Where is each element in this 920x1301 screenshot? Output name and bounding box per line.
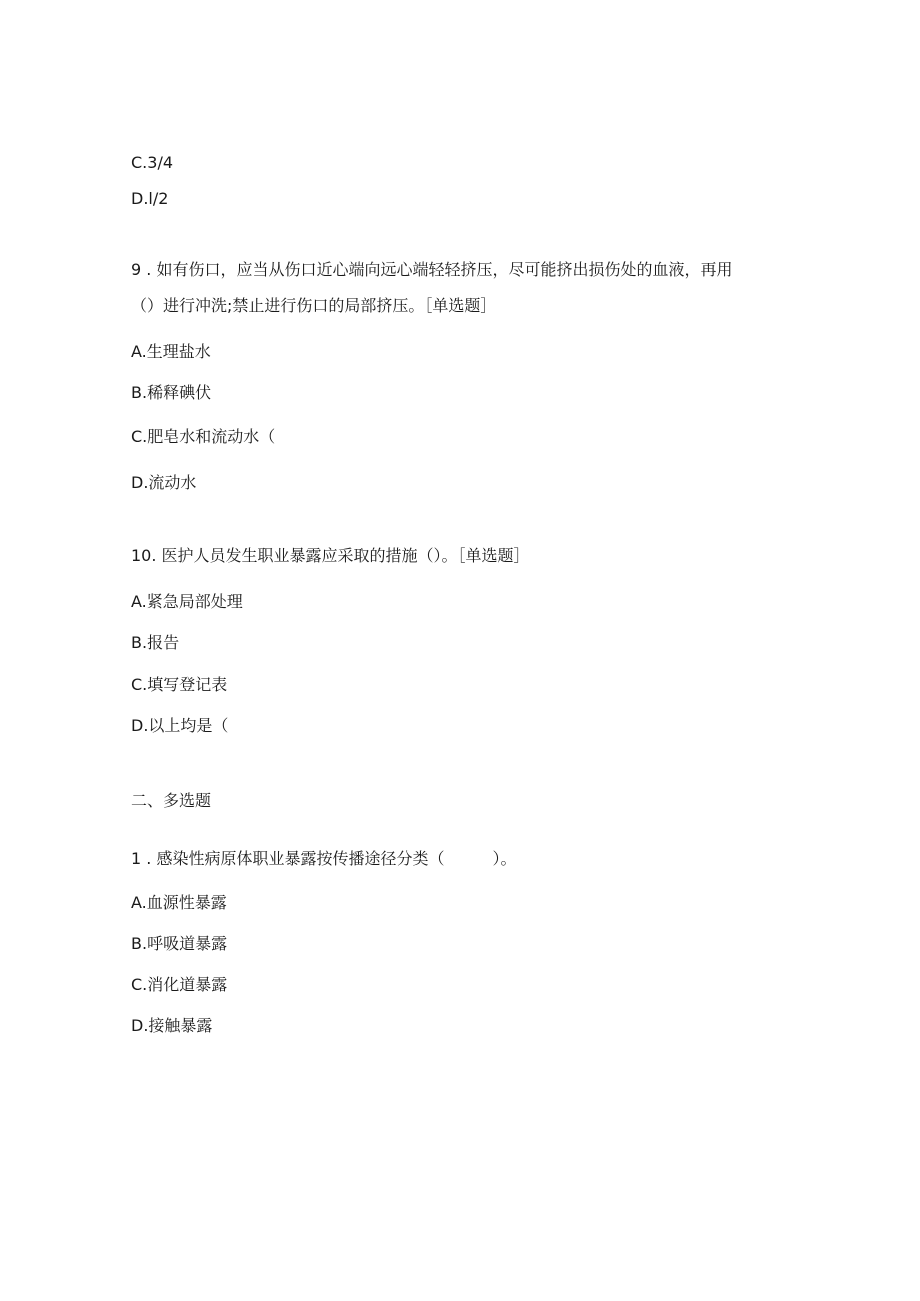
option-d: D.l/2 bbox=[131, 189, 169, 208]
question-9-option-c: C.肥皂水和流动水（ bbox=[131, 427, 276, 446]
question-10-option-a: A.紧急局部处理 bbox=[131, 592, 243, 611]
multi-question-1-option-a: A.血源性暴露 bbox=[131, 893, 227, 912]
question-9-option-d: D.流动水 bbox=[131, 473, 197, 492]
question-9-option-b: B.稀释碘伏 bbox=[131, 383, 212, 402]
question-10-stem: 10. 医护人员发生职业暴露应采取的措施（）。［单选题］ bbox=[131, 546, 530, 565]
multi-question-1-option-b: B.呼吸道暴露 bbox=[131, 934, 228, 953]
question-10-option-b: B.报告 bbox=[131, 633, 180, 652]
question-9-option-a: A.生理盐水 bbox=[131, 342, 211, 361]
section-title-multiple-choice: 二、多选题 bbox=[131, 791, 212, 810]
question-10-option-c: C.填写登记表 bbox=[131, 675, 228, 694]
question-9-stem-line2: （）进行冲洗;禁止进行伤口的局部挤压。［单选题］ bbox=[131, 296, 497, 315]
question-10-option-d: D.以上均是（ bbox=[131, 716, 229, 735]
multi-question-1-option-d: D.接触暴露 bbox=[131, 1016, 213, 1035]
multi-question-1-stem: 1 . 感染性病原体职业暴露按传播途径分类（ ）。 bbox=[131, 849, 517, 868]
question-9-stem-line1: 9 . 如有伤口，应当从伤口近心端向远心端轻轻挤压，尽可能挤出损伤处的血液，再用 bbox=[131, 260, 733, 279]
multi-question-1-option-c: C.消化道暴露 bbox=[131, 975, 228, 994]
option-c: C.3/4 bbox=[131, 153, 174, 172]
